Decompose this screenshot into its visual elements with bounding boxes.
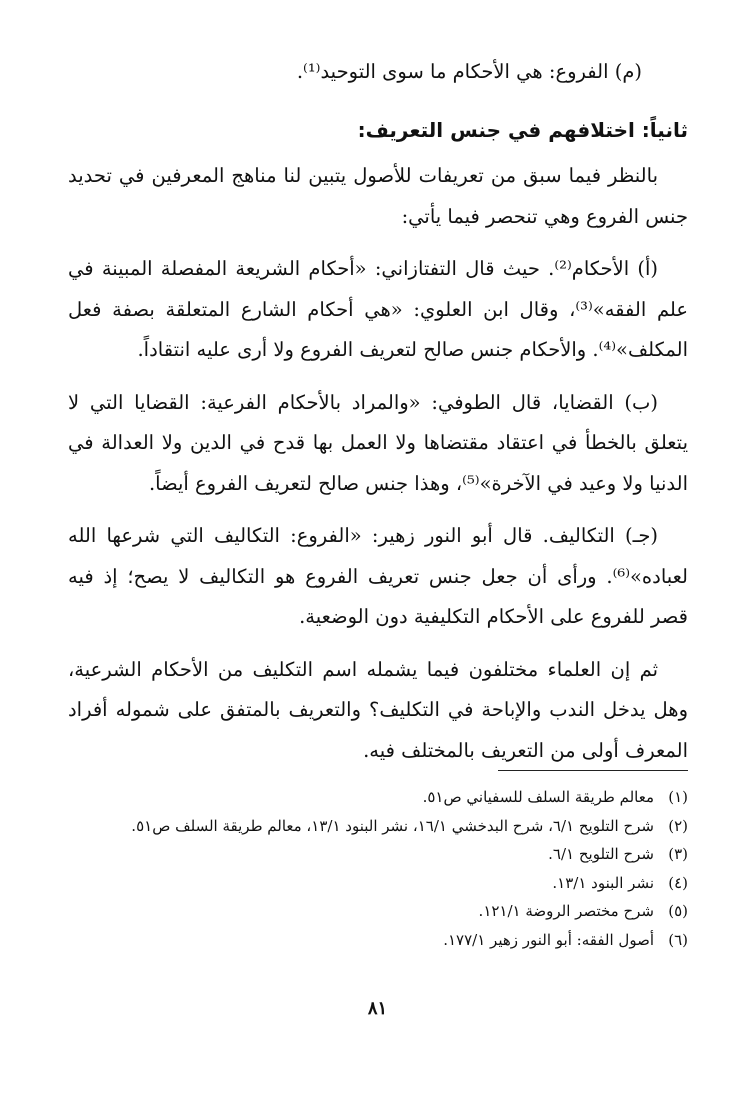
footnote-item	[68, 926, 688, 955]
footnote-divider	[498, 770, 688, 771]
section-heading: ثانياً: اختلافهم في جنس التعريف:	[357, 118, 688, 142]
paragraph-c: (جـ) التكاليف. قال أبو النور زهير: «الفروع: التكاليف التي شرعها الله لعباده»⁽⁶⁾. ورأى أن جعل جنس تعريف الفروع هو التكاليف لا يصح؛ إذ فيه قصر للفروع على الأحكام التكليفية دون الوضعية.	[68, 524, 688, 628]
footnote-item	[68, 812, 688, 841]
footnote-item	[68, 840, 688, 869]
main-text	[68, 52, 688, 771]
footnote-item	[68, 869, 688, 898]
paragraph-conclusion: ثم إن العلماء مختلفون فيما يشمله اسم التكليف من الأحكام الشرعية، وهل يدخل الندب والإباحة في التكليف؟ والتعريف بالمتفق على شموله أفراد المعرف أولى من التعريف بالمختلف فيه.	[68, 657, 688, 762]
paragraph-b: (ب) القضايا، قال الطوفي: «والمراد بالأحكام الفرعية: القضايا التي لا يتعلق بالخطأ في اعتقاد مقتضاها ولا العمل بها قدح في الدين ولا العدالة في الدنيا ولا وعيد في الآخرة»⁽⁵⁾، وهذا جنس صالح لتعريف الفروع أيضاً.	[68, 390, 688, 495]
footnote-text: شرح مختصر الروضة ١٢١/١.	[478, 902, 654, 920]
page-number: ٨١	[367, 998, 388, 1019]
footnote-number: (٦)	[668, 930, 688, 949]
footnote-text: شرح التلويح ٦/١.	[548, 845, 654, 863]
footnote-text: شرح التلويح ٦/١، شرح البدخشي ١٦/١، نشر البنود ١٣/١، معالم طريقة السلف ص٥١.	[131, 816, 654, 835]
footnote-number: (٥)	[668, 902, 688, 920]
footnote-number: (٣)	[668, 845, 688, 863]
footnote-item	[68, 783, 688, 812]
paragraph-a: (أ) الأحكام⁽²⁾. حيث قال التفتازاني: «أحكام الشريعة المفصلة المبينة في علم الفقه»⁽³⁾، وقال ابن العلوي: «هي أحكام الشارع المتعلقة بصفة فعل المكلف»⁽⁴⁾. والأحكام جنس صالح لتعريف الفروع ولا أرى عليه انتقاداً.	[68, 257, 689, 361]
footnote-number: (١)	[668, 788, 688, 806]
footnote-item	[68, 897, 688, 926]
footnote-number: (٤)	[668, 873, 688, 892]
footnotes	[68, 783, 688, 954]
footnote-number: (٢)	[668, 816, 688, 835]
footnote-text: أصول الفقه: أبو النور زهير ١٧٧/١.	[443, 930, 654, 949]
footnote-text: نشر البنود ١٣/١.	[552, 873, 654, 892]
paragraph-intro: بالنظر فيما سبق من تعريفات للأصول يتبين لنا مناهج المعرفين في تحديد جنس الفروع وهي تنحصر فيما يأتي:	[68, 164, 688, 228]
definition-line: (م) الفروع: هي الأحكام ما سوى التوحيد⁽¹⁾.	[296, 60, 642, 83]
footnote-text: معالم طريقة السلف للسفياني ص٥١.	[422, 788, 654, 806]
